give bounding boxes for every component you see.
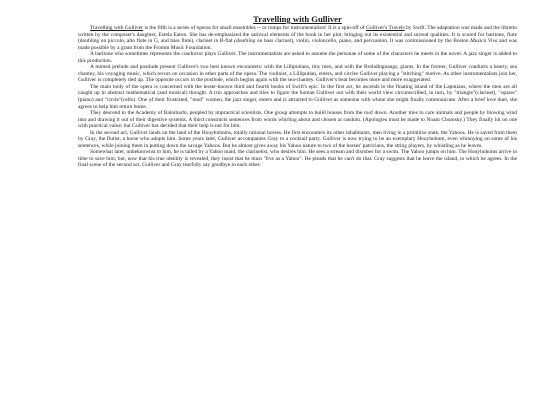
text-run: The main body of the opera is concerned with the lesser-known third and fourth books of Swift's epic. In the first act, he ascends to the floating island of the Laputians, where the men are all caught up in abstract mathematical (and musical) thought. A trio approaches and tries to figure the human Gulliver out with their world view circumscribed, in turn, by "triangle"(clarinet), "square"(piano) and "circle"(cello). One of their frustrated, "mod" women, the jazz singer, enters and is attracted to Gulliver as someone with whom she might finally communicate. After a brief love duet, she agrees to help him return home. — [78, 83, 517, 110]
underlined-text: Gulliver's Travels — [366, 25, 405, 31]
italic-text: Musica Viva — [470, 38, 498, 45]
text-run: by Swift. The adaptation was made and the libretto written by the composer's daughter, Estela Eaton. She has de-emphasized the satirical elements of the book in her plot, bringing out its existential and surreal qualities. It is scored for baritone, flute (doubling on piccolo, alto flute in G, and bass flute), clarinet in B-flat — [78, 25, 518, 45]
paragraph — [78, 51, 517, 64]
paragraph — [78, 110, 517, 130]
paragraph — [78, 64, 517, 84]
document-body — [78, 25, 517, 169]
italic-text: (doubling — [234, 38, 256, 45]
text-run: A baritone who sometimes represents the conductor plays Gulliver. The instrumentalists are asked to assume the personae of some of the characters he meets in the novel. A jazz singer is added to this production. — [78, 51, 517, 64]
text-run: and was made possible by a grant from the Fromm Music Foundation. — [78, 38, 517, 51]
paragraph — [78, 84, 517, 110]
document-title: Travelling with Gulliver — [253, 14, 342, 24]
text-run: is the fifth is a series of operas for small ensembles -- or romps for instrumentalists! It is a spin-off of — [143, 25, 367, 31]
text-run: on bass clarinet), violin, violoncello, piano, and percussion. It was commissioned by the Boston — [255, 38, 471, 45]
text-run: Somewhat later, unbeknownst to him, he is tailed by a Yahoo maid, the clarinetist, who desires him. He sees a stream and disrobes for a swim. The Yahoo jumps on him. The Houyhnhnms arrive in time to save him; but, now that his true identity is revealed, they insist that he must "live as a Yahoo". He pleads that he can't do that. Gray suggests that he leave the island, to which he agrees. In the final scene of the second act, Gulliver and Gray tearfully say goodbye to each other. — [78, 149, 517, 169]
paragraph — [78, 25, 517, 51]
text-run: In the second act, Gulliver lands on the land of the Houyhnhnms, totally rational horses. He first encounters its other inhabitants, men living in a primitive state, the Yahoos. He is saved from them by Gray, the flutist, a horse who adopts him. Some years later, Gulliver accompanies Gray to a cocktail party. Gulliver is now trying to be an exemplary Houyhnhnm, even whinnying on some of his sentences, while joining them in putting down the savage Yahoos. But he almost gives away his Yahoo nature to two of the horses' patricians, the string players, by whistling as he leaves. — [78, 129, 517, 149]
underlined-text: Travelling with Gulliver — [90, 25, 143, 31]
paragraph — [78, 149, 517, 169]
text-run: A mimed prelude and postlude present Gulliver's two best known encounters: with the Lilliputians, tiny men, and with the Brobdingnangs, giants. In the former, Gulliver conducts a hearty, sea chantey, his voyaging music, which recurs on occasion in other parts of the opera. The violinist, a Lilliputian, enters, and circles Gulliver playing a "stitching" motive. As other instrumentalists join her, Gulliver is completely tied up. The opposite occurs in the postlude, which begins again with the sea-chantey. Gulliver's beat becomes more and more exaggerated. — [78, 64, 517, 84]
text-run: They descend to the Academy of Balnibarbi, peopled by impractical scientists. One group attempts to build houses from the roof down. Another tries to cure animals and people by blowing wind into and drawing it out of their digestive systems. A third constructs sentences from words whirling about and chosen at random. (Apologies must be made to Noam Chomsky.) They finally hit on one with practical value; but Gulliver has decided that their help is not for him. — [78, 110, 517, 130]
paragraph — [78, 130, 517, 150]
